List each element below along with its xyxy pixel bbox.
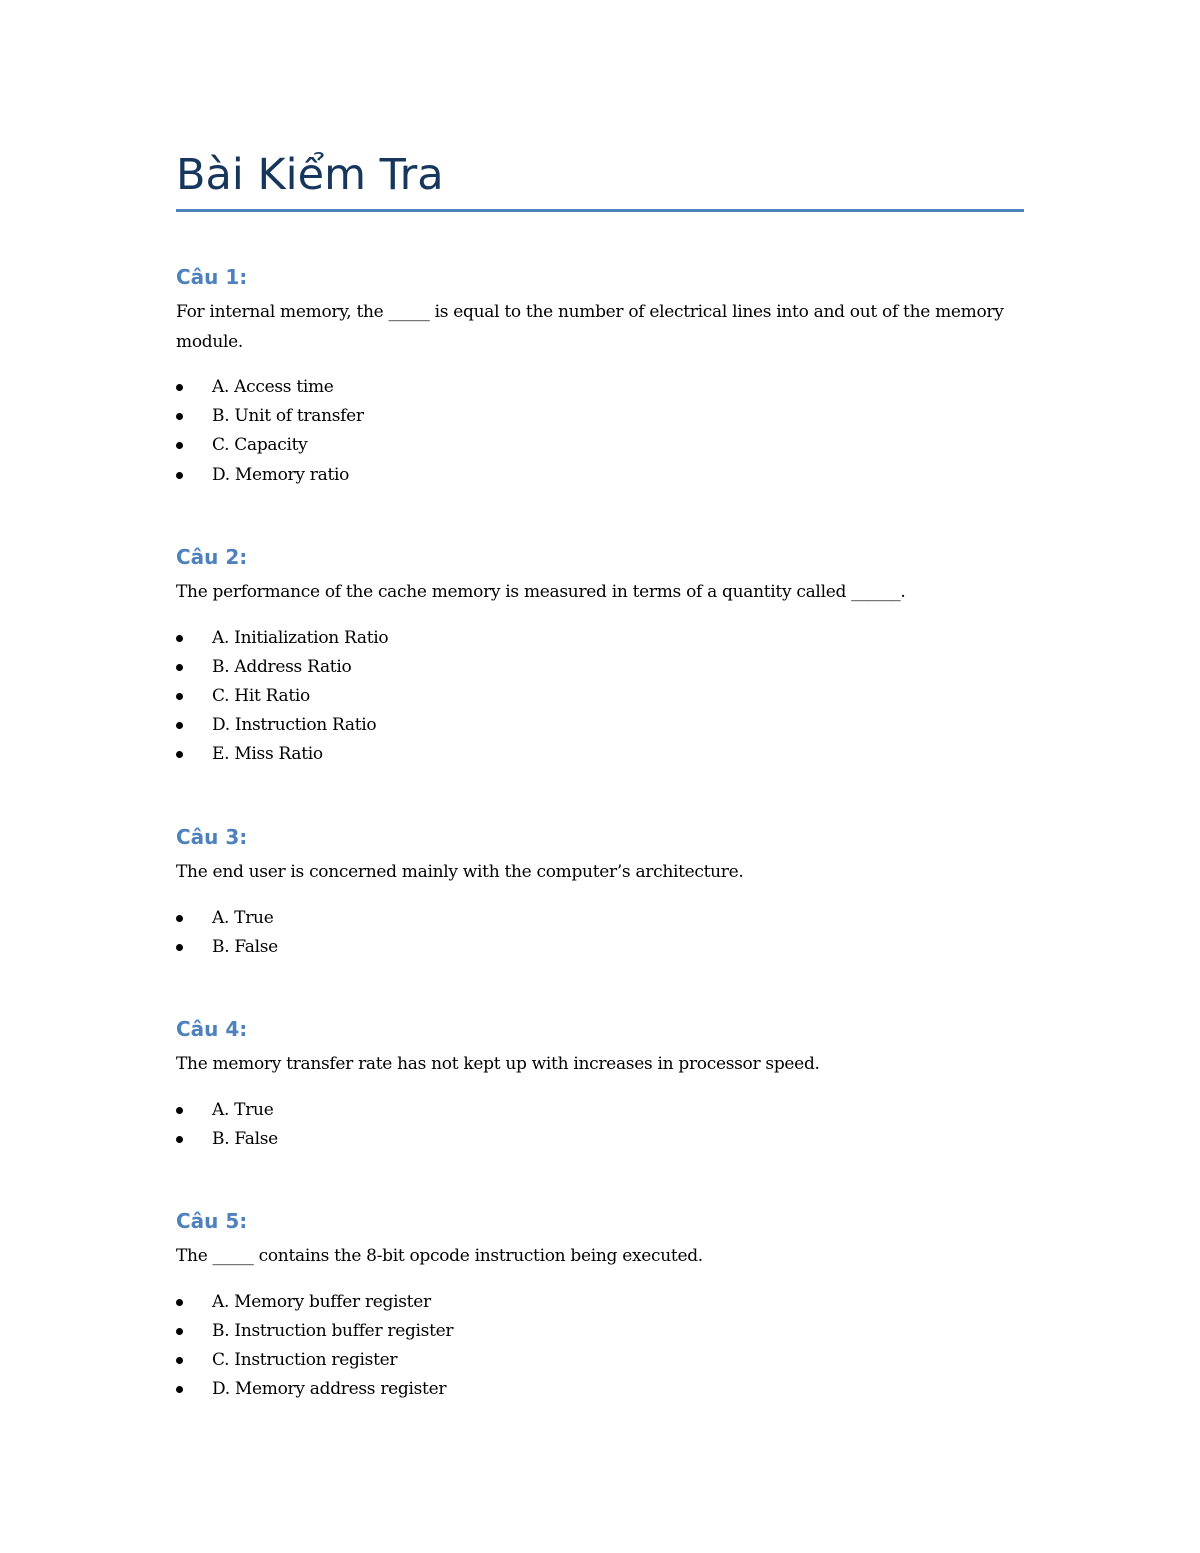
question-4 — [176, 1014, 1024, 1154]
bullet-icon — [176, 693, 183, 700]
title-underline — [176, 209, 1024, 212]
option-label: B. False — [212, 936, 278, 957]
option-label: D. Instruction Ratio — [212, 715, 377, 736]
question-heading: Câu 5: — [176, 1209, 248, 1233]
question-text: For internal memory, the _____ is equal to the number of electrical lines into and out of the memory module. — [176, 302, 1004, 352]
answer-option-c — [176, 431, 1024, 460]
answer-option-c — [176, 682, 1024, 711]
answer-option-c — [176, 1346, 1024, 1375]
bullet-icon — [176, 384, 183, 391]
question-2 — [176, 542, 1024, 769]
option-label: A. Memory buffer register — [212, 1291, 431, 1312]
answer-options — [176, 904, 1024, 962]
bullet-icon — [176, 1299, 183, 1306]
bullet-icon — [176, 944, 183, 951]
answer-option-b — [176, 933, 1024, 962]
bullet-icon — [176, 722, 183, 729]
question-text: The memory transfer rate has not kept up with increases in processor speed. — [176, 1054, 820, 1074]
question-heading: Câu 3: — [176, 825, 248, 849]
option-label: D. Memory ratio — [212, 464, 350, 485]
bullet-icon — [176, 915, 183, 922]
answer-options — [176, 373, 1024, 490]
answer-option-a — [176, 904, 1024, 933]
bullet-icon — [176, 1386, 183, 1393]
answer-option-a — [176, 373, 1024, 402]
answer-option-e — [176, 740, 1024, 769]
question-heading: Câu 2: — [176, 545, 248, 569]
option-label: C. Instruction register — [212, 1349, 398, 1370]
question-1 — [176, 262, 1024, 490]
bullet-icon — [176, 472, 183, 479]
question-text: The performance of the cache memory is measured in terms of a quantity called ______. — [176, 582, 906, 602]
option-label: C. Capacity — [212, 435, 308, 456]
answer-option-b — [176, 402, 1024, 431]
document-title: Bài Kiểm Tra — [176, 150, 444, 200]
answer-option-a — [176, 1288, 1024, 1317]
answer-option-b — [176, 1125, 1024, 1154]
question-text: The _____ contains the 8-bit opcode instruction being executed. — [176, 1246, 703, 1266]
answer-option-d — [176, 711, 1024, 740]
option-label: E. Miss Ratio — [212, 744, 323, 765]
answer-option-b — [176, 1317, 1024, 1346]
option-label: B. Instruction buffer register — [212, 1320, 454, 1341]
answer-option-b — [176, 653, 1024, 682]
option-label: D. Memory address register — [212, 1379, 447, 1400]
answer-option-d — [176, 1375, 1024, 1404]
question-3 — [176, 822, 1024, 962]
option-label: B. False — [212, 1128, 278, 1149]
bullet-icon — [176, 751, 183, 758]
option-label: A. True — [212, 907, 274, 928]
option-label: B. Unit of transfer — [212, 406, 364, 427]
bullet-icon — [176, 1328, 183, 1335]
bullet-icon — [176, 413, 183, 420]
answer-option-a — [176, 1096, 1024, 1125]
answer-option-d — [176, 461, 1024, 490]
option-label: A. Initialization Ratio — [212, 627, 389, 648]
bullet-icon — [176, 635, 183, 642]
question-5 — [176, 1206, 1024, 1404]
answer-options — [176, 1288, 1024, 1405]
option-label: A. True — [212, 1099, 274, 1120]
answer-options — [176, 1096, 1024, 1154]
answer-option-a — [176, 624, 1024, 653]
bullet-icon — [176, 664, 183, 671]
bullet-icon — [176, 1107, 183, 1114]
question-text: The end user is concerned mainly with the computer’s architecture. — [176, 862, 744, 882]
option-label: C. Hit Ratio — [212, 685, 310, 706]
answer-options — [176, 624, 1024, 770]
option-label: B. Address Ratio — [212, 656, 352, 677]
bullet-icon — [176, 1357, 183, 1364]
option-label: A. Access time — [212, 377, 334, 397]
question-heading: Câu 4: — [176, 1017, 248, 1041]
bullet-icon — [176, 1136, 183, 1143]
question-heading: Câu 1: — [176, 265, 248, 289]
bullet-icon — [176, 442, 183, 449]
